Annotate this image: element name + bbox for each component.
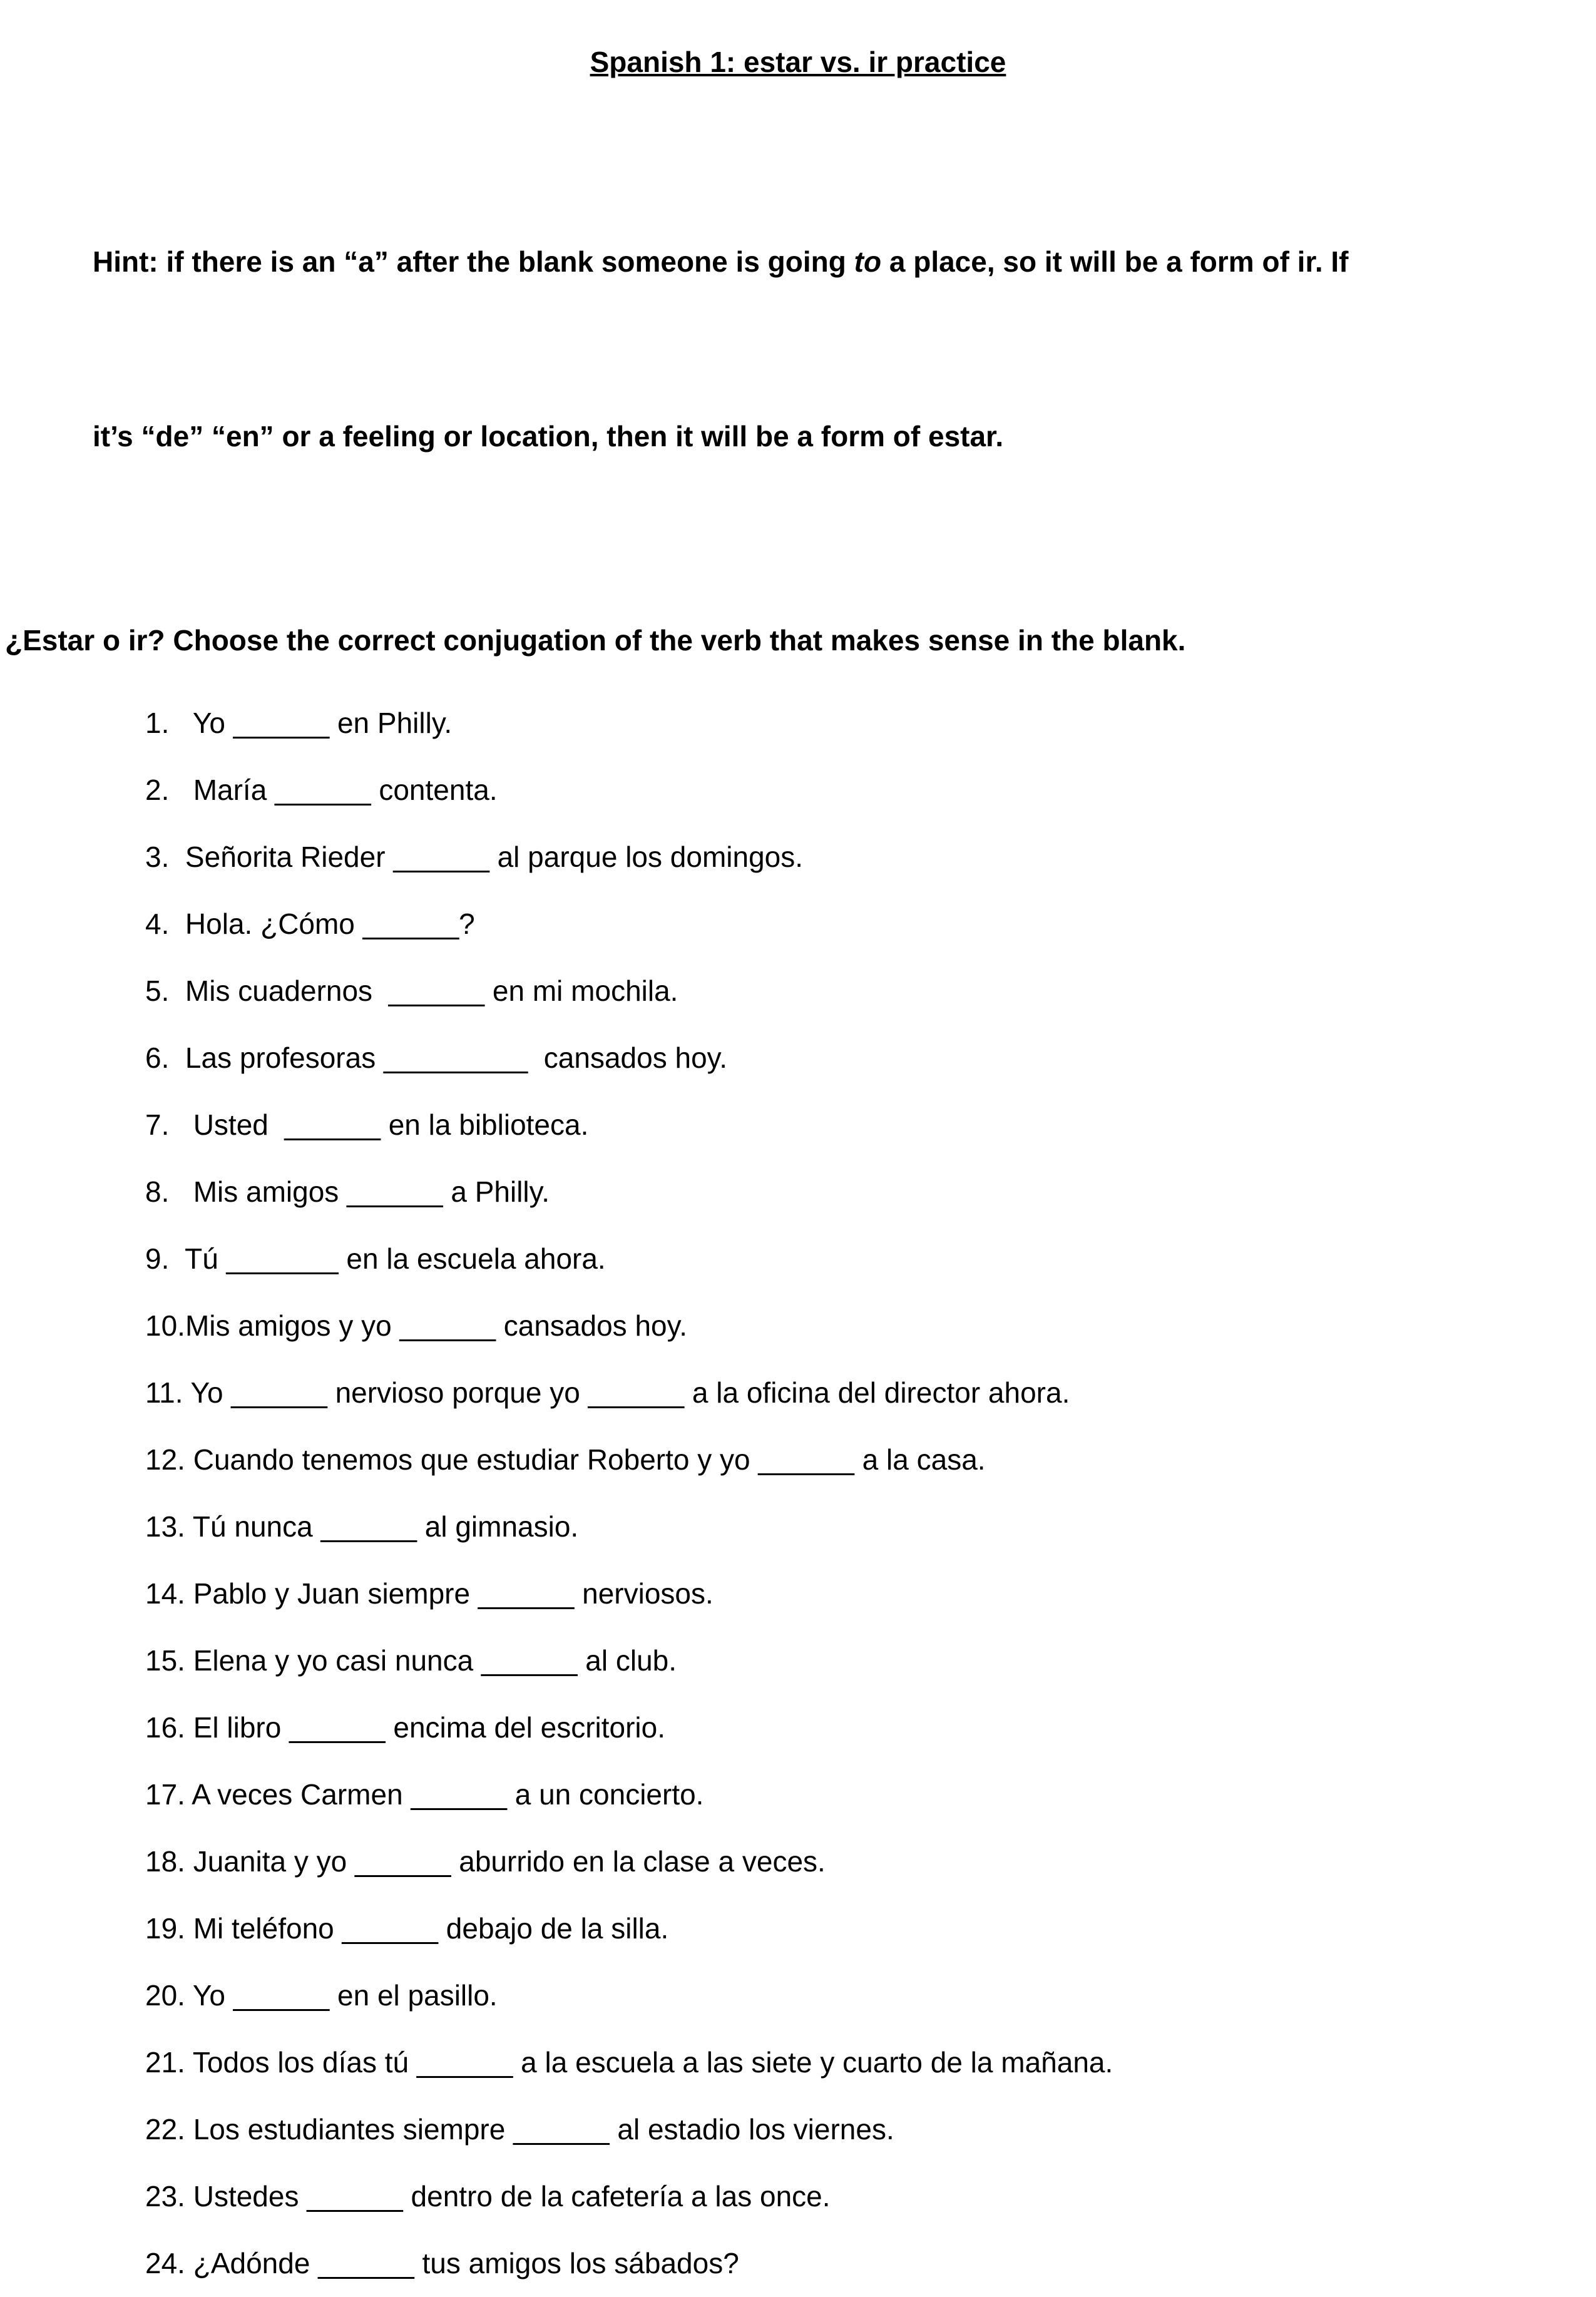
question-line: 21. Todos los días tú ______ a la escuela a las siete y cuarto de la mañana.	[145, 2046, 1113, 2079]
hint-line-2: it’s “de” “en” or a feeling or location, then it will be a form of estar.	[93, 420, 1004, 453]
question-line: 20. Yo ______ en el pasillo.	[145, 1979, 498, 2012]
question-line: 15. Elena y yo casi nunca ______ al club.	[145, 1644, 677, 1677]
hint-line1-italic: to	[854, 245, 882, 278]
question-line: 23. Ustedes ______ dentro de la cafetería a las once.	[145, 2180, 831, 2213]
question-line: 24. ¿Adónde ______ tus amigos los sábados?	[145, 2247, 739, 2279]
question-line: 19. Mi teléfono ______ debajo de la silla.	[145, 1912, 669, 1945]
hint-line-1	[93, 233, 1521, 291]
question-line: 8. Mis amigos ______ a Philly.	[145, 1175, 550, 1208]
hint-line1-text: Hint: if there is an “a” after the blank someone is going	[93, 245, 854, 278]
hint-paragraph	[93, 116, 1521, 582]
question-line: 12. Cuando tenemos que estudiar Roberto y yo ______ a la casa.	[145, 1443, 986, 1476]
question-line: 10.Mis amigos y yo ______ cansados hoy.	[145, 1309, 687, 1342]
question-line: 14. Pablo y Juan siempre ______ nerviosos.	[145, 1577, 714, 1610]
question-line: 1. Yo ______ en Philly.	[145, 707, 453, 739]
question-line: 4. Hola. ¿Cómo ______?	[145, 908, 475, 940]
question-line: 17. A veces Carmen ______ a un concierto.	[145, 1778, 704, 1811]
page-title: Spanish 1: estar vs. ir practice	[590, 46, 1006, 78]
question-line: 11. Yo ______ nervioso porque yo ______ a la oficina del director ahora.	[145, 1376, 1070, 1409]
hint-line1-tail: a place, so it will be a form of ir. If	[881, 245, 1349, 278]
question-line: 9. Tú _______ en la escuela ahora.	[145, 1242, 606, 1275]
question-line: 2. María ______ contenta.	[145, 774, 498, 806]
questions-list	[145, 690, 1533, 2297]
question-line: 22. Los estudiantes siempre ______ al estadio los viernes.	[145, 2113, 894, 2146]
question-line: 7. Usted ______ en la biblioteca.	[145, 1108, 589, 1141]
question-line: 16. El libro ______ encima del escritorio.	[145, 1711, 666, 1744]
question-line: 5. Mis cuadernos ______ en mi mochila.	[145, 975, 678, 1007]
question-line: 6. Las profesoras _________ cansados hoy.	[145, 1041, 728, 1074]
instruction-line: ¿Estar o ir? Choose the correct conjugation of the verb that makes sense in the blank.	[5, 624, 1186, 657]
question-line: 18. Juanita y yo ______ aburrido en la clase a veces.	[145, 1845, 826, 1878]
question-line: 13. Tú nunca ______ al gimnasio.	[145, 1510, 579, 1543]
question-line: 3. Señorita Rieder ______ al parque los domingos.	[145, 841, 804, 873]
